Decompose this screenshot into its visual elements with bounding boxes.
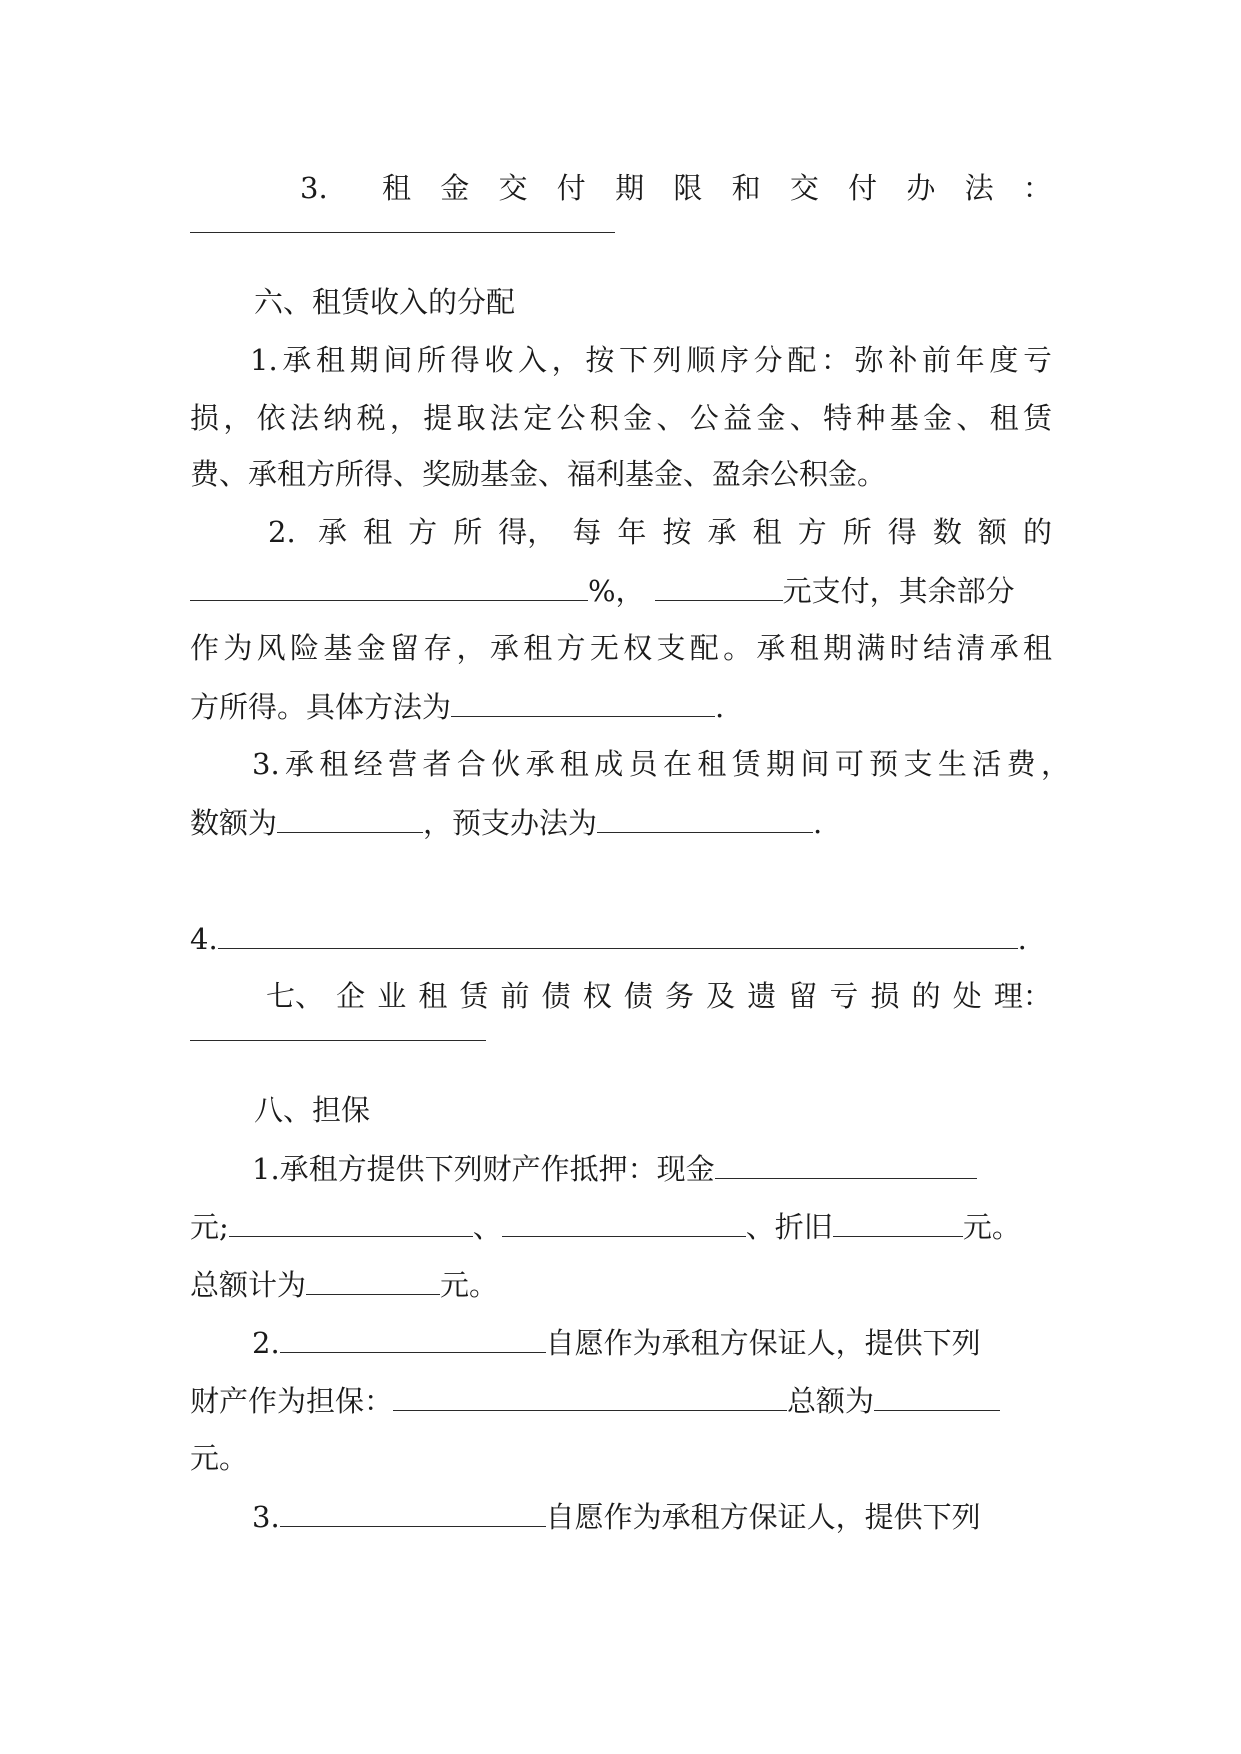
blank-field[interactable] [655, 570, 783, 601]
blank-field[interactable] [833, 1206, 963, 1237]
spaced-text: 七、 企 业 租 赁 前 债 权 债 务 及 遗 留 亏 损 的 处 理： [266, 979, 1052, 1013]
paragraph-line: 2. 承 租 方 所 得， 每 年 按 承 租 方 所 得 数 额 的 [268, 512, 1052, 552]
item-number: 3. [300, 171, 328, 205]
blank-field[interactable] [229, 1206, 473, 1237]
spaced-text: 租 金 交 付 期 限 和 交 付 办 法 ： [382, 171, 1052, 205]
section5-item3-line [300, 168, 1052, 208]
paragraph-line: 1.承租期间所得收入，按下列顺序分配：弥补前年度亏 [250, 343, 1052, 377]
paragraph-line: 数额为 ，预支办法为 . [190, 802, 1052, 842]
blank-field[interactable] [874, 1380, 1000, 1411]
paragraph-line: 元。 [190, 1441, 249, 1475]
paragraph-line: 总额计为 元。 [190, 1264, 1052, 1304]
blank-field[interactable] [715, 1148, 977, 1179]
paragraph-line: 方所得。具体方法为 . [190, 686, 1052, 726]
blank-field[interactable] [393, 1380, 787, 1411]
blank-field[interactable] [451, 686, 715, 717]
paragraph-line: 4. . [190, 918, 1052, 958]
paragraph-line: 费、承租方所得、奖励基金、福利基金、盈余公积金。 [190, 457, 887, 491]
blank-field[interactable] [280, 1496, 546, 1527]
paragraph-line: 3. 自愿作为承租方保证人，提供下列 [252, 1496, 1052, 1536]
blank-field[interactable] [306, 1264, 440, 1295]
blank-line[interactable] [190, 1040, 486, 1041]
blank-field[interactable] [502, 1206, 746, 1237]
paragraph-line: 2. 自愿作为承租方保证人，提供下列 [252, 1322, 1052, 1362]
blank-field[interactable] [597, 802, 813, 833]
paragraph-line: 3.承租经营者合伙承租成员在租赁期间可预支生活费， [252, 747, 1070, 781]
paragraph-line: 元; 、 、折旧 元。 [190, 1206, 1052, 1246]
blank-field[interactable] [280, 1322, 546, 1353]
blank-field[interactable] [218, 918, 1018, 949]
paragraph-line: 财产作为担保： 总额为 [190, 1380, 1052, 1420]
paragraph-line: 1.承租方提供下列财产作抵押：现金 [252, 1148, 1052, 1188]
paragraph-line: %， 元支付，其余部分 [190, 570, 1052, 610]
spaced-text: 承 租 方 所 得， 每 年 按 承 租 方 所 得 数 额 的 [318, 515, 1052, 549]
section-title: 六、租赁收入的分配 [254, 285, 516, 319]
section-title: 八、担保 [254, 1093, 371, 1127]
section-title [266, 976, 1052, 1016]
paragraph-line: 损，依法纳税，提取法定公积金、公益金、特种基金、租赁 [190, 401, 1052, 435]
blank-line[interactable] [190, 232, 615, 233]
blank-field[interactable] [190, 570, 588, 601]
paragraph-line: 作为风险基金留存，承租方无权支配。承租期满时结清承租 [190, 631, 1052, 665]
blank-field[interactable] [277, 802, 423, 833]
